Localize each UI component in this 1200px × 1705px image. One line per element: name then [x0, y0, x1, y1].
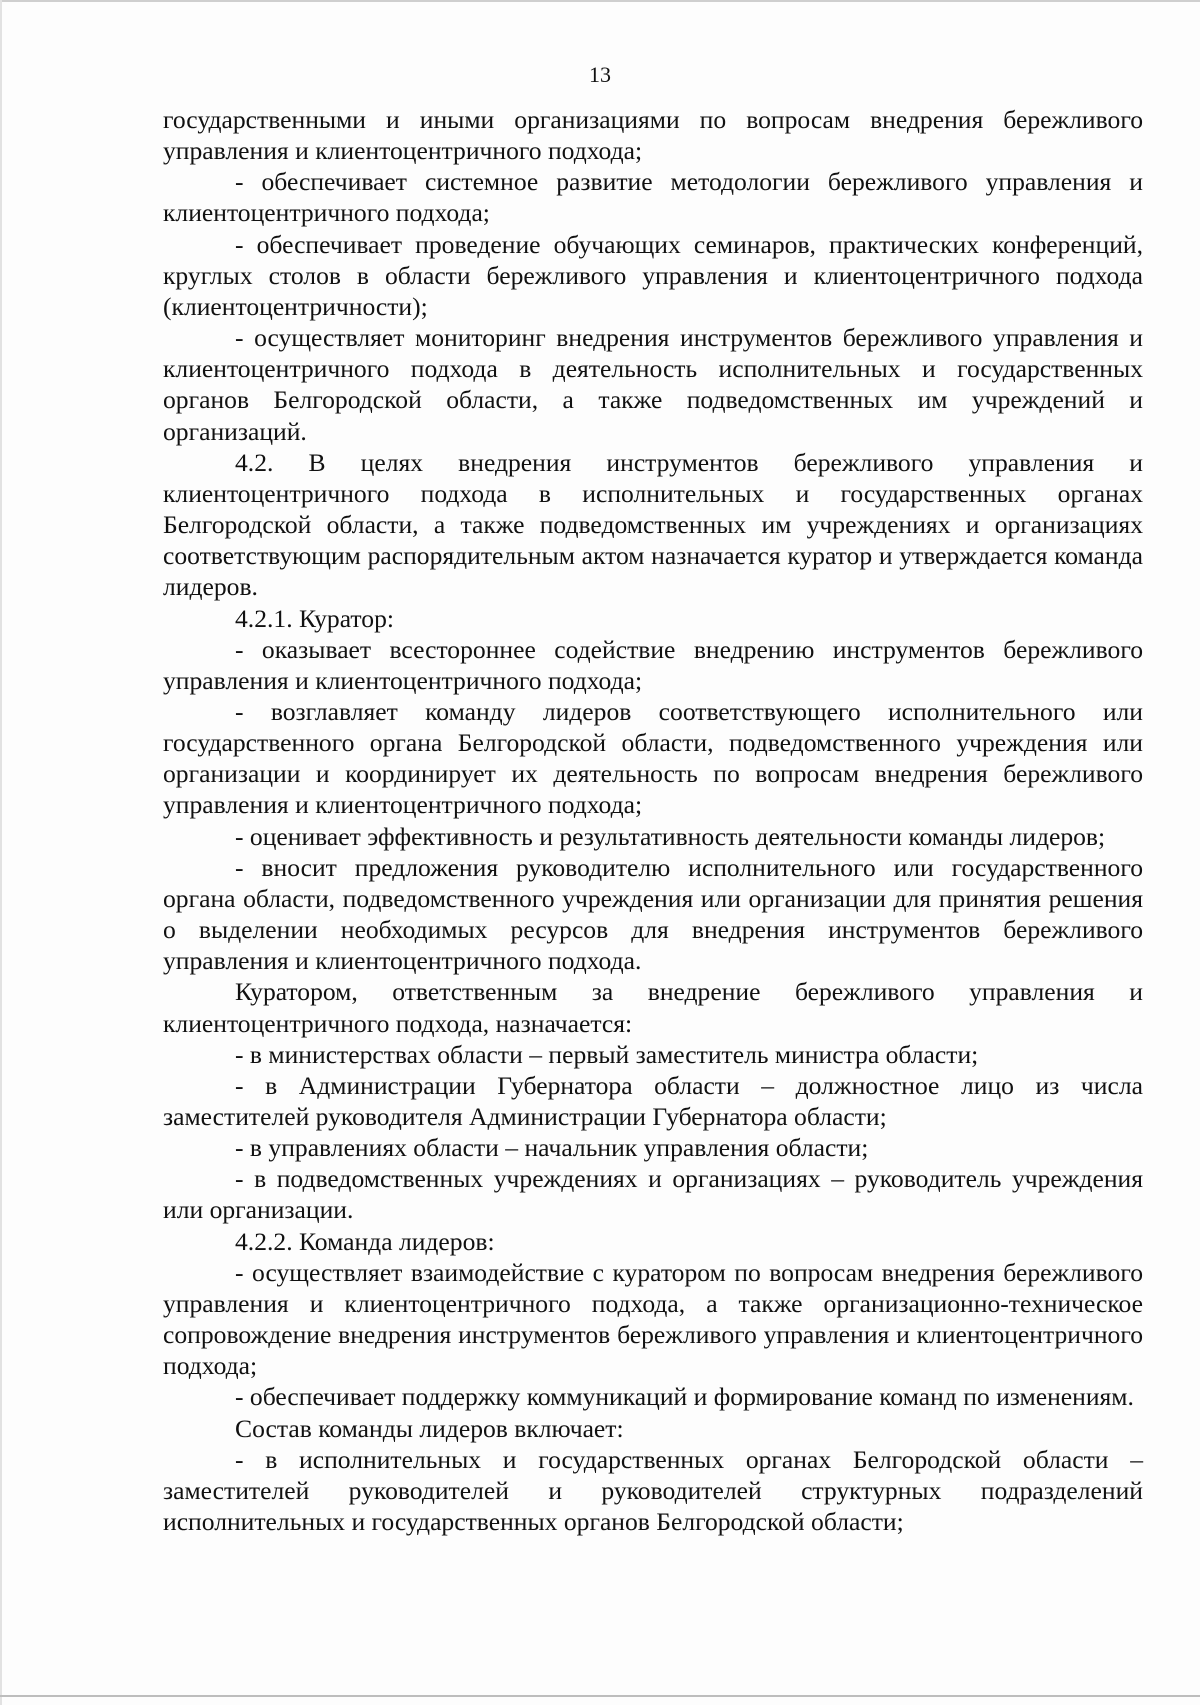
paragraph-1: государственными и иными организациями по вопросам внедрения бережливого управления и клиентоцентричного подхода; [163, 105, 1143, 166]
heading-4-2-2-leaders-team: 4.2.2. Команда лидеров: [235, 1226, 495, 1256]
paragraph-17: - осуществляет взаимодействие с куратором по вопросам внедрения бережливого управления и клиентоцентричного подхода, а также организационно-техническое сопровождение внедрения инструментов бережливого управления и клиентоцентричного подхода; [163, 1257, 1143, 1381]
page-number: 13 [589, 62, 611, 87]
heading-4-2-1-curator: 4.2.1. Куратор: [235, 603, 394, 633]
paragraph-15: - в подведомственных учреждениях и организациях – руководитель учреждения или организации. [163, 1164, 1143, 1225]
scan-edge-bottom [0, 1695, 1200, 1697]
paragraph-14: - в управлениях области – начальник управления области; [235, 1133, 869, 1163]
scan-edge-top [0, 0, 1200, 2]
paragraph-20: - в исполнительных и государственных органах Белгородской области – заместителей руководителей и руководителей структурных подразделений исполнительных и государственных органов Белгородской области; [163, 1444, 1143, 1537]
paragraph-19: Состав команды лидеров включает: [235, 1413, 624, 1443]
paragraph-2: - обеспечивает системное развитие методологии бережливого управления и клиентоцентричного подхода; [163, 167, 1143, 228]
paragraph-9: - оценивает эффективность и результативность деятельности команды лидеров; [235, 821, 1106, 851]
paragraph-section-4-2: 4.2. В целях внедрения инструментов бережливого управления и клиентоцентричного подхода в исполнительных и государственных органах Белгородской области, а также подведомственных им учреждениях и организациях соответствующим распорядительным актом назначается куратор и утверждается команда лидеров. [163, 447, 1143, 602]
paragraph-13: - в Администрации Губернатора области – должностное лицо из числа заместителей руководителя Администрации Губернатора области; [163, 1070, 1143, 1131]
scan-edge-left [0, 0, 2, 1705]
paragraph-4: - осуществляет мониторинг внедрения инструментов бережливого управления и клиентоцентричного подхода в деятельность исполнительных и государственных органов Белгородской области, а также подведомственных им учреждений и организаций. [163, 323, 1143, 446]
paragraph-11: Куратором, ответственным за внедрение бережливого управления и клиентоцентричного подхода, назначается: [163, 977, 1143, 1038]
paragraph-18: - обеспечивает поддержку коммуникаций и формирование команд по изменениям. [235, 1382, 1134, 1412]
paragraph-7: - оказывает всестороннее содействие внедрению инструментов бережливого управления и клиентоцентричного подхода; [163, 634, 1143, 695]
paragraph-12: - в министерствах области – первый заместитель министра области; [235, 1039, 979, 1069]
body-text [163, 104, 1143, 1537]
paragraph-8: - возглавляет команду лидеров соответствующего исполнительного или государственного органа Белгородской области, подведомственного учреждения или организации и координирует их деятельность по вопросам внедрения бережливого управления и клиентоцентричного подхода; [163, 696, 1143, 820]
paragraph-10: - вносит предложения руководителю исполнительного или государственного органа области, подведомственного учреждения или организации для принятия решения о выделении необходимых ресурсов для внедрения инструментов бережливого управления и клиентоцентричного подхода. [163, 852, 1143, 976]
paragraph-3: - обеспечивает проведение обучающих семинаров, практических конференций, круглых столов в области бережливого управления и клиентоцентричного подхода (клиентоцентричности); [163, 229, 1143, 321]
